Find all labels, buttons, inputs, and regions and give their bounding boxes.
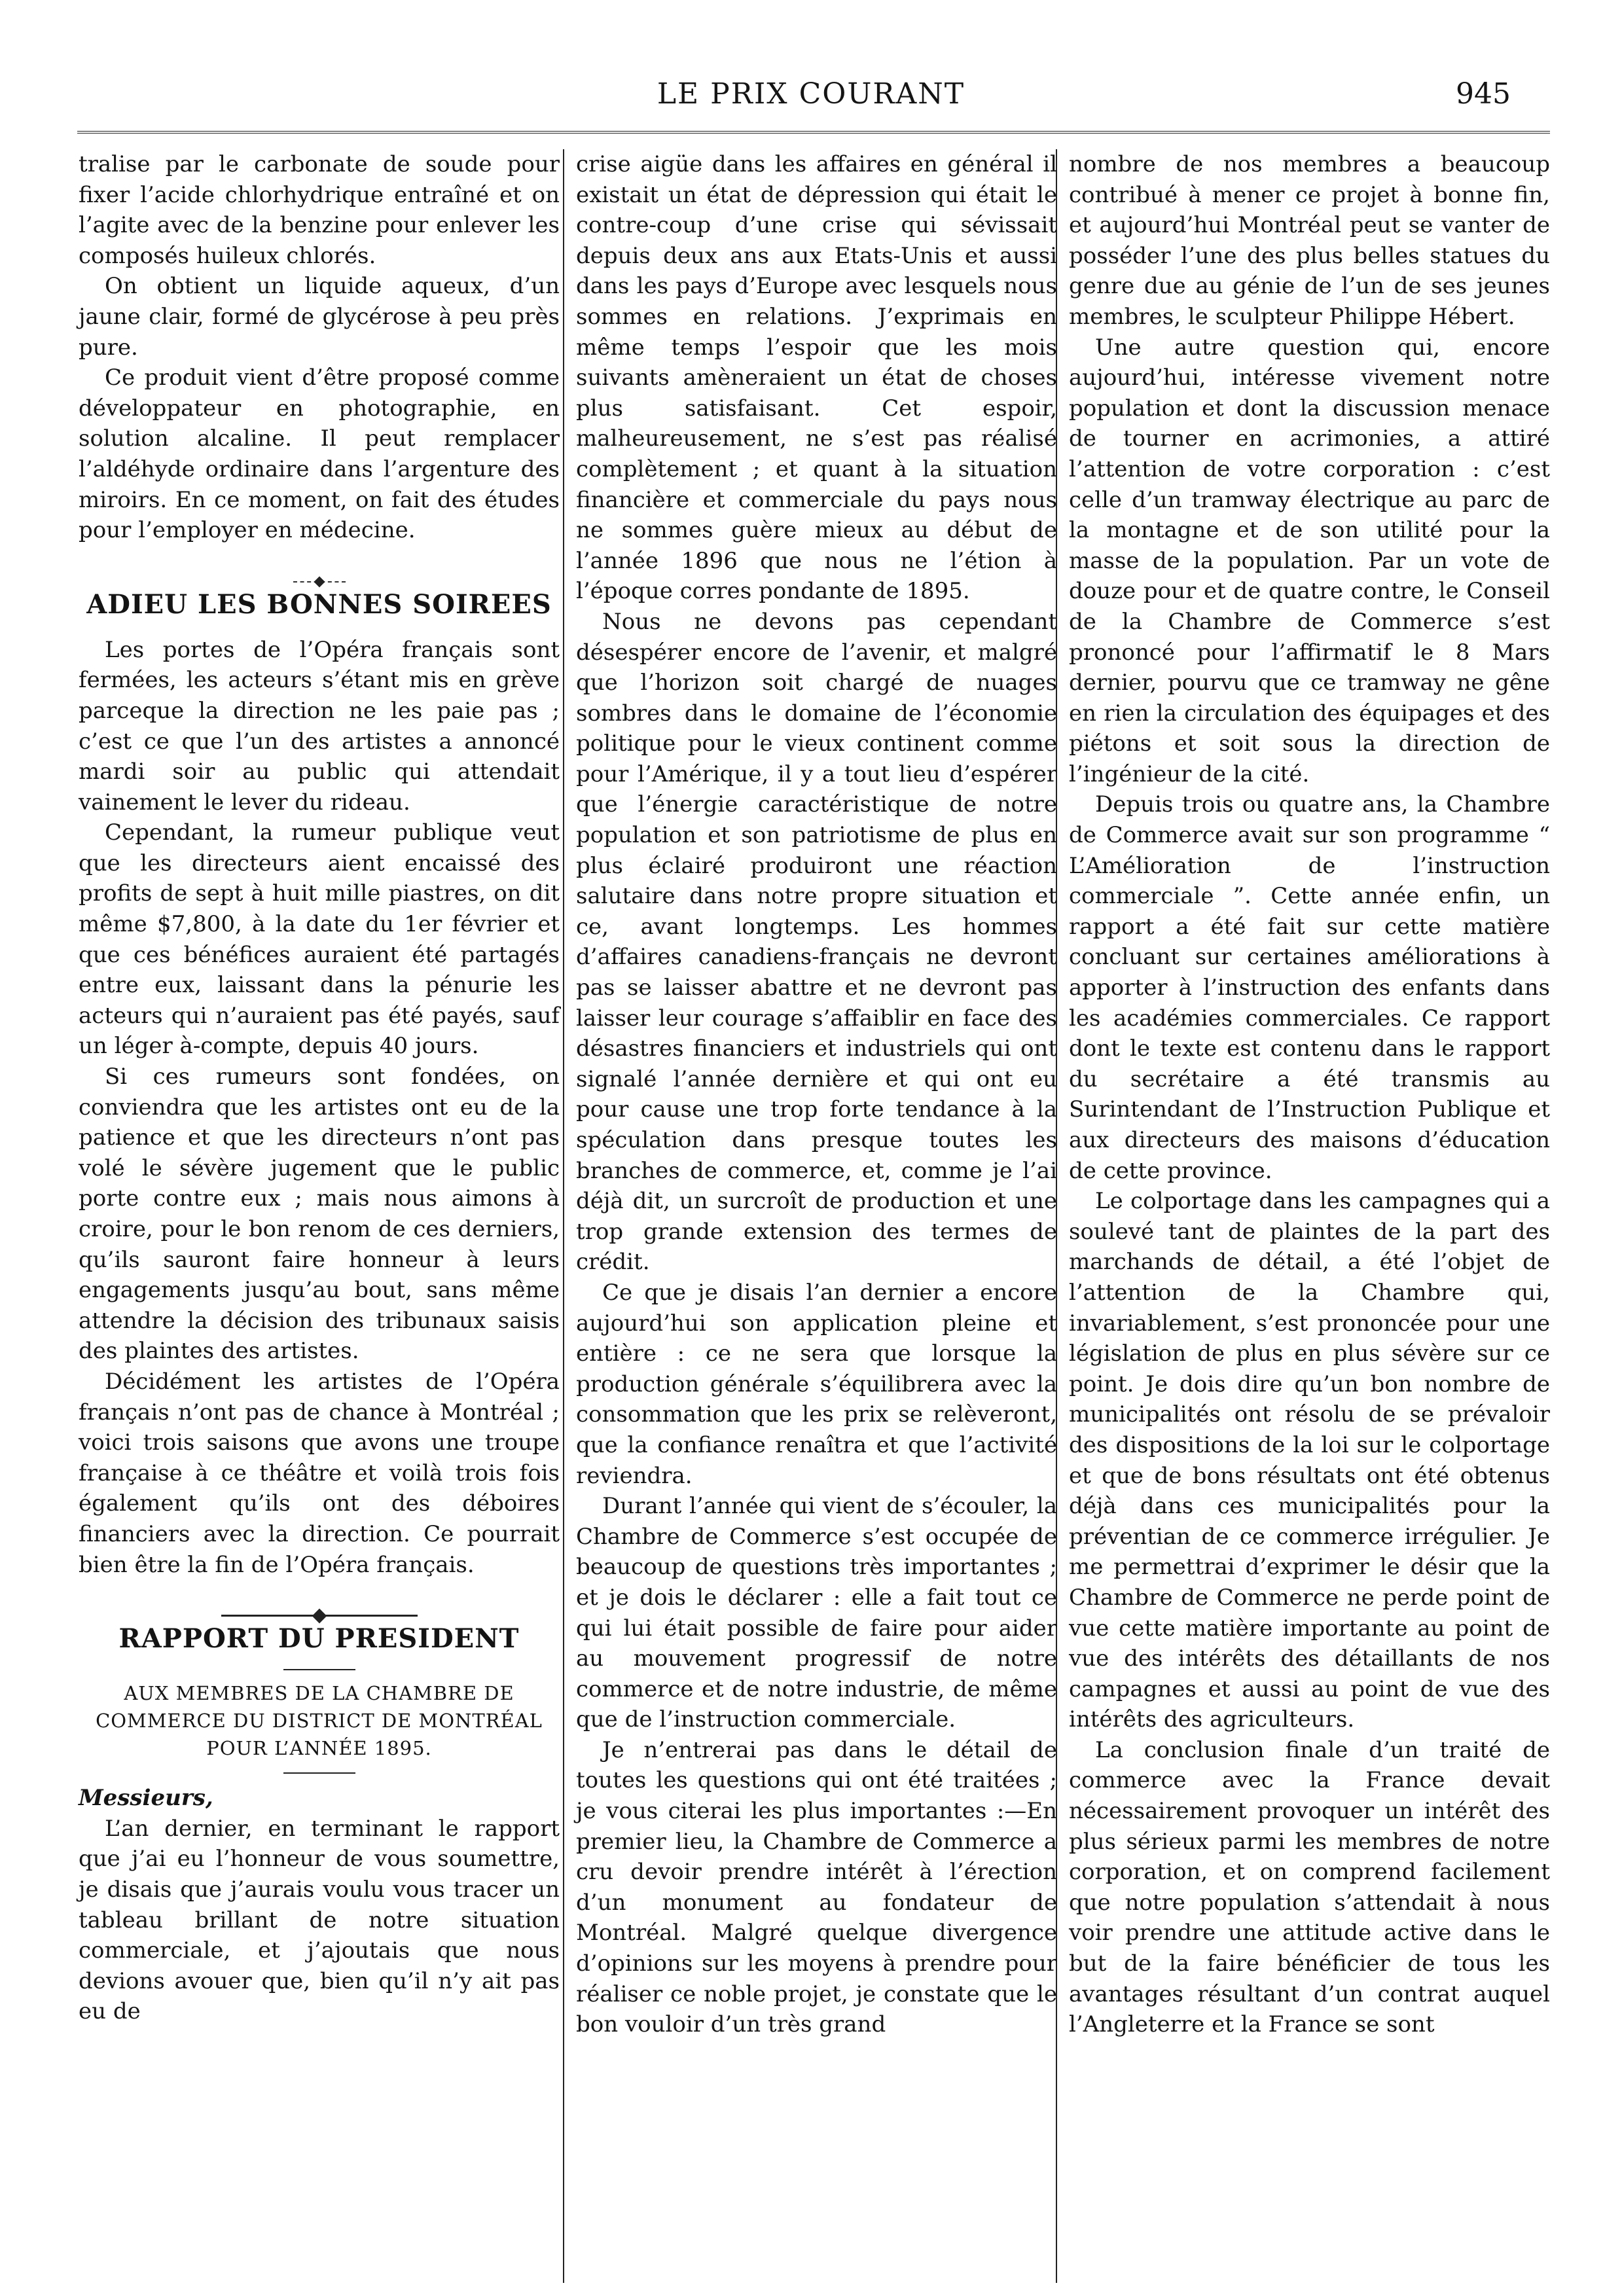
- paragraph: Si ces rumeurs sont fondées, on conviendra que les artistes ont eu de la patience et que les directeurs n’ont pas volé le sévère jugement que le public porte contre eux ; mais nous aimons à croire, pour le bon renom de ces derniers, qu’ils sauront faire honneur à leurs engagements jusqu’au bout, sans même attendre la décision des tribunaux saisis des plaintes des artistes.: [79, 1064, 560, 1365]
- salutation: Messieurs,: [79, 1785, 213, 1812]
- journal-title: LE PRIX COURANT: [657, 77, 965, 111]
- paragraph: On obtient un liquide aqueux, d’un jaune clair, formé de glycérose à peu près pure.: [79, 273, 560, 361]
- paragraph: Nous ne devons pas cependant désespérer encore de l’avenir, et malgré que l’horizon soit chargé de nuages sombres dans le domaine de l’économie politique pour le vieux continent comme pour l’Amérique, il y a tout lieu d’espérer que l’énergie caractéristique de notre population et son patriotisme de plus en plus éclairé produiront une réaction salutaire dans notre propre situation et ce, avant longtemps. Les hommes d’affaires canadiens-français ne devront pas se laisser abattre et ne devront pas laisser leur courage s’affaiblir en face des désastres financiers et industriels qui ont signalé l’année dernière et qui ont eu pour cause une trop forte tendance à la spéculation dans presque toutes les branches de commerce, et, comme je l’ai déjà dit, un surcroît de production et une trop grande extension des termes de crédit.: [576, 608, 1057, 1276]
- paragraph: Le colportage dans les campagnes qui a soulevé tant de plaintes de la part des marchands de détail, a été l’objet de l’attention de la Chambre qui, invariablement, s’est prononcée pour une législation de plus en plus sévère sur ce point. Je dois dire qu’un bon nombre de municipalités ont résolu de se prévaloir des dispositions de la loi sur le colportage et que de bons résultats ont été obtenus déjà dans ces municipalités pour la préventian de ce commerce irrégulier. Je me permettrai d’exprimer le désir que la Chambre de Commerce ne perde point de vue cette matière importante au point de vue des intérêts des détaillants de nos campagnes et aussi au point de vue des intérêts des agriculteurs.: [1069, 1188, 1550, 1733]
- paragraph: Durant l’année qui vient de s’écouler, la Chambre de Commerce s’est occupée de beaucoup de questions très importantes ; et je dois le déclarer : elle a fait tout ce qui lui était possible de faire pour aider au mouvement progressif de notre commerce et de notre industrie, de même que de l’instruction commerciale.: [576, 1493, 1057, 1733]
- paragraph: Décidément les artistes de l’Opéra français n’ont pas de chance à Montréal ; voici trois saisons que avons une troupe française à ce théâtre et voilà trois fois également qu’ils ont des déboires financiers avec la direction. Ce pourrait bien être la fin de l’Opéra français.: [79, 1368, 560, 1578]
- paragraph: tralise par le carbonate de soude pour fixer l’acide chlorhydrique entraîné et on l’agite avec de la benzine pour enlever les composés huileux chlorés.: [79, 151, 560, 269]
- paragraph: nombre de nos membres a beaucoup contribué à mener ce projet à bonne fin, et aujourd’hui Montréal peut se vanter de posséder l’une des plus belles statues du genre due au génie de l’un de ses jeunes membres, le sculpteur Philippe Hébert.: [1069, 151, 1550, 330]
- paragraph: Depuis trois ou quatre ans, la Chambre de Commerce avait sur son programme “ L’Amélioration de l’instruction commerciale ”. Cette année enfin, un rapport a été fait sur cette matière concluant sur certaines améliorations à apporter à l’instruction des enfants dans les académies commerciales. Ce rapport dont le texte est contenu dans le rapport du secrétaire a été transmis au Surintendant de l’Instruction Publique et aux directeurs des maisons d’éducation de cette province.: [1069, 791, 1550, 1184]
- paragraph: Une autre question qui, encore aujourd’hui, intéresse vivement notre population et dont la discussion menace de tourner en acrimonies, a attiré l’attention de votre corporation : c’est celle d’un tramway électrique au parc de la montagne et de son utilité pour la masse de la population. Par un vote de douze pour et de quatre contre, le Conseil de la Chambre de Commerce s’est prononcé pour l’affirmatif le 8 Mars dernier, pourvu que ce tramway ne gêne en rien la circulation des équipages et des piétons et soit sous la direction de l’ingénieur de la cité.: [1069, 334, 1550, 787]
- paragraph: Ce que je disais l’an dernier a encore aujourd’hui son application pleine et entière : ce ne sera que lorsque la production générale s’équilibrera avec la consommation que les prix se relèveront, que la confiance renaîtra et que l’activité reviendra.: [576, 1279, 1057, 1489]
- page-header: [0, 77, 1622, 117]
- paragraph: crise aigüe dans les affaires en général il existait un état de dépression qui était le contre-coup d’une crise qui sévissait depuis deux ans aux Etats-Unis et aussi dans les pays d’Europe avec lesquels nous sommes en relations. J’exprimais en même temps l’espoir que les mois suivants amèneraient un état de choses plus satisfaisant. Cet espoir, malheureusement, ne s’est pas réalisé complètement ; et quant à la situation financière et commerciale du pays nous ne sommes guère mieux au début de l’année 1896 que nous ne l’étion à l’époque corres pondante de 1895.: [576, 151, 1057, 605]
- divider: [283, 1772, 355, 1774]
- column-1: [79, 149, 560, 2027]
- column-divider-1: [563, 149, 564, 2283]
- header-rule: [77, 131, 1550, 136]
- article-heading-rapport: RAPPORT DU PRESIDENT: [118, 1623, 520, 1655]
- column-2: [576, 149, 1057, 2040]
- report-subheading: AUX MEMBRES DE LA CHAMBRE DE COMMERCE DU DISTRICT DE MONTRÉAL POUR L’ANNÉE 1895.: [96, 1682, 543, 1760]
- paragraph: La conclusion finale d’un traité de commerce avec la France devait nécessairement provoquer un intérêt des plus sérieux parmi les membres de notre corporation, et on comprend facilement que notre population s’attendait à nous voir prendre une attitude active dans le but de la faire bénéficier de tous les avantages résultant d’un contrat auquel l’Angleterre et la France se sont: [1069, 1736, 1550, 2038]
- paragraph: Ce produit vient d’être proposé comme développateur en photographie, en solution alcaline. Il peut remplacer l’aldéhyde ordinaire dans l’argenture des miroirs. En ce moment, on fait des études pour l’employer en médecine.: [79, 365, 560, 544]
- paragraph: Je n’entrerai pas dans le détail de toutes les questions qui ont été traitées ; je vous citerai les plus importantes :—En premier lieu, la Chambre de Commerce a cru devoir prendre intérêt à l’érection d’un monument au fondateur de Montréal. Malgré quelque divergence d’opinions sur les moyens à prendre pour réaliser ce noble projet, je constate que le bon vouloir d’un très grand: [576, 1736, 1057, 2038]
- section-ornament: [79, 1580, 560, 1610]
- column-3: [1069, 149, 1550, 2040]
- article-heading-adieu: ADIEU LES BONNES SOIREES: [86, 588, 552, 620]
- divider: [283, 1669, 355, 1670]
- section-ornament: [79, 546, 560, 576]
- page-number: 945: [1456, 77, 1511, 111]
- paragraph: L’an dernier, en terminant le rapport que j’ai eu l’honneur de vous soumettre, je disais que j’aurais voulu vous tracer un tableau brillant de notre situation commerciale, et j’ajoutais que nous devions avouer que, bien qu’il n’y ait pas eu de: [79, 1815, 560, 2025]
- paragraph: Les portes de l’Opéra français sont fermées, les acteurs s’étant mis en grève parceque la direction ne les paie pas ; c’est ce que l’un des artistes a annoncé mardi soir au public qui attendait vainement le lever du rideau.: [79, 636, 560, 816]
- paragraph: Cependant, la rumeur publique veut que les directeurs aient encaissé des profits de sept à huit mille piastres, on dit même $7,800, à la date du 1er février et que ces bénéfices auraient été partagés entre eux, laissant dans la pénurie les acteurs qui n’auraient pas été payés, sauf un léger à-compte, depuis 40 jours.: [79, 819, 560, 1060]
